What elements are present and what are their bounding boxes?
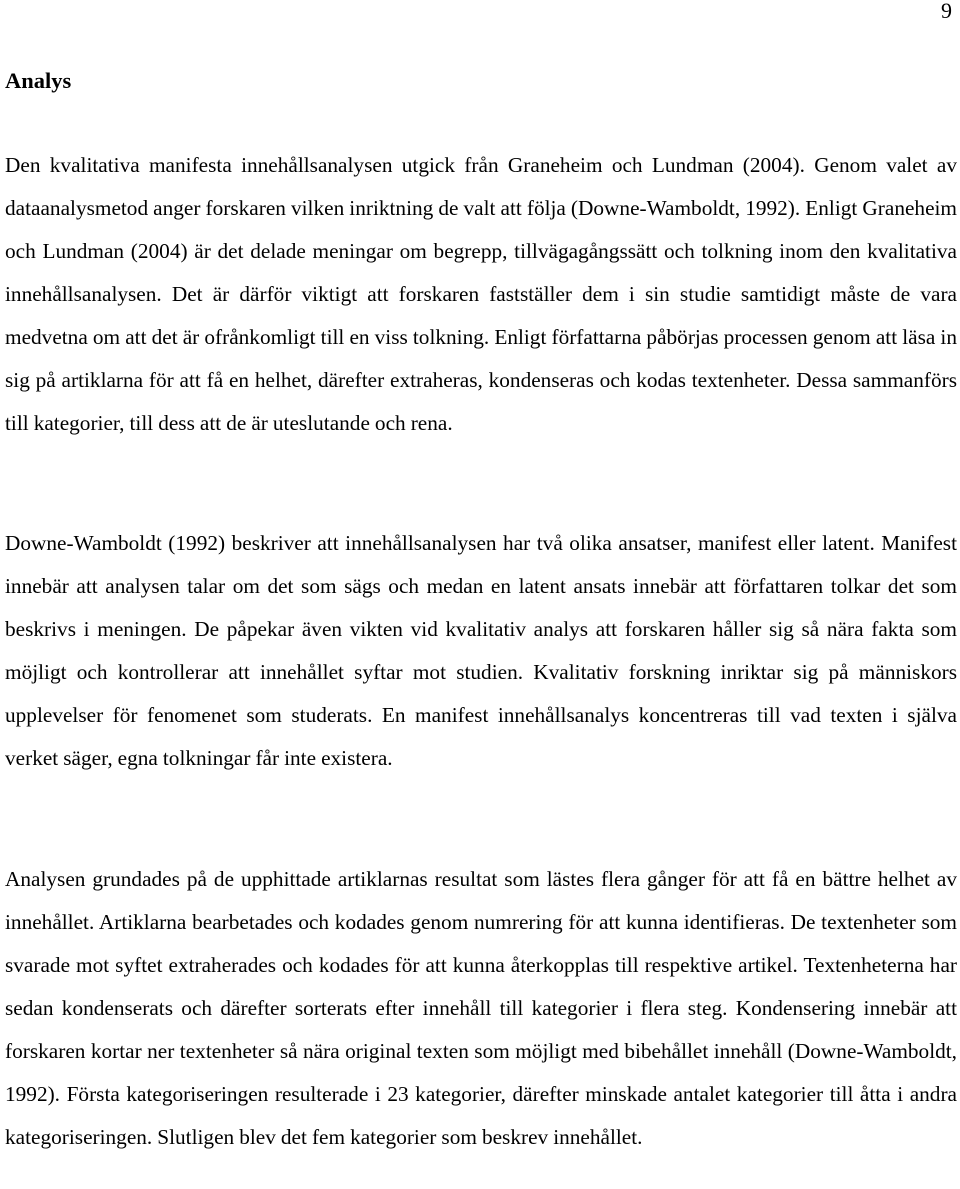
body-paragraph: Analysen grundades på de upphittade artiklarnas resultat som lästes flera gånger för att få en bättre helhet av innehållet. Artiklarna bearbetades och kodades genom numrering för att kunna identifieras. De textenheter som svarade mot syftet extraherades och kodades för att kunna återkopplas till respektive artikel. Textenheterna har sedan kondenserats och därefter sorterats efter innehåll till kategorier i flera steg. Kondensering innebär att forskaren kortar ner textenheter så nära original texten som möjligt med bibehållet innehåll (Downe-Wamboldt, 1992). Första kategoriseringen resulterade i 23 kategorier, därefter minskade antalet kategorier till åtta i andra kategoriseringen. Slutligen blev det fem kategorier som beskrev innehållet. xyxy=(5,867,957,1149)
body-paragraph: Downe-Wamboldt (1992) beskriver att innehållsanalysen har två olika ansatser, manifest eller latent. Manifest innebär att analysen talar om det som sägs och medan en latent ansats innebär att författaren tolkar det som beskrivs i meningen. De påpekar även vikten vid kvalitativ analys att forskaren håller sig så nära fakta som möjligt och kontrollerar att innehållet syftar mot studien. Kvalitativ forskning inriktar sig på människors upplevelser för fenomenet som studerats. En manifest innehållsanalys koncentreras till vad texten i själva verket säger, egna tolkningar får inte existera. xyxy=(5,531,957,770)
page-number: 9 xyxy=(941,0,952,23)
body-paragraph: Den kvalitativa manifesta innehållsanalysen utgick från Graneheim och Lundman (2004). Genom valet av dataanalysmetod anger forskaren vilken inriktning de valt att följa (Downe-Wamboldt, 1992). Enligt Graneheim och Lundman (2004) är det delade meningar om begrepp, tillvägagångssätt och tolkning inom den kvalitativa innehållsanalysen. Det är därför viktigt att forskaren fastställer dem i sin studie samtidigt måste de vara medvetna om att det är ofrånkomligt till en viss tolkning. Enligt författarna påbörjas processen genom att läsa in sig på artiklarna för att få en helhet, därefter extraheras, kondenseras och kodas textenheter. Dessa sammanförs till kategorier, till dess att de är uteslutande och rena. xyxy=(5,153,957,435)
section-heading: Analys xyxy=(5,68,72,93)
